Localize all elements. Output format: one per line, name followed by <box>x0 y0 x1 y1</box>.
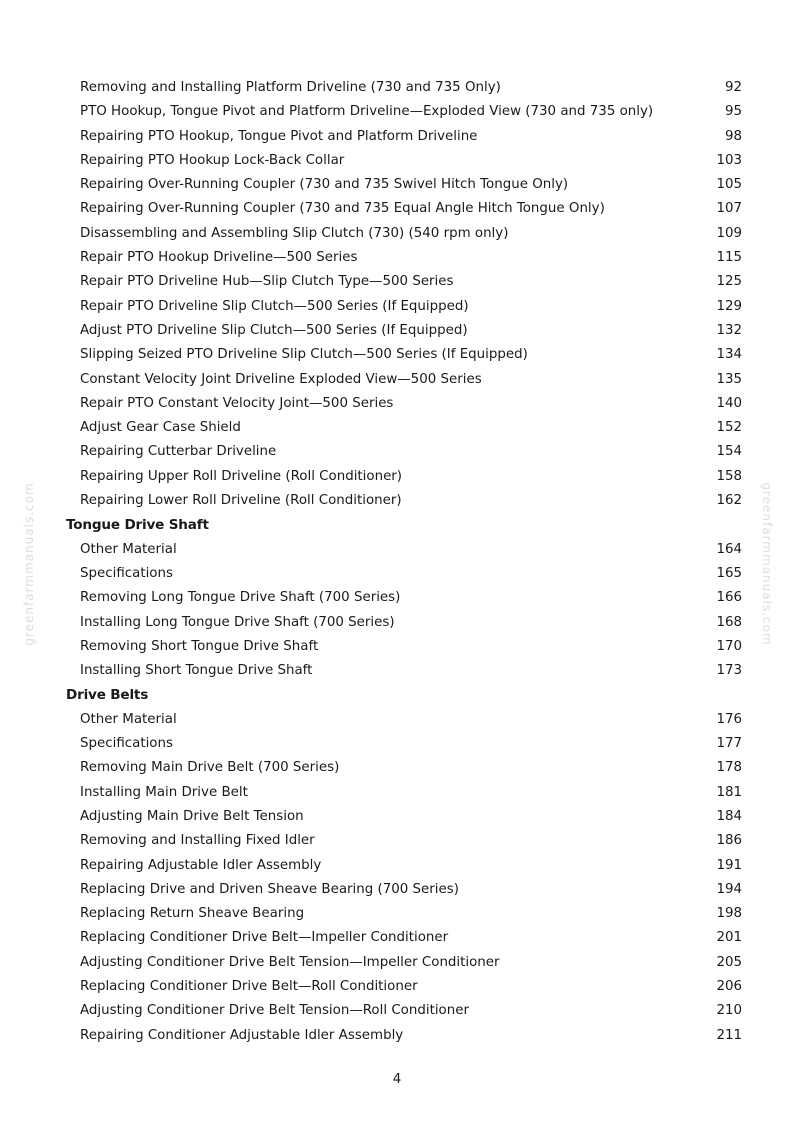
toc-entry[interactable] <box>0 416 794 440</box>
toc-entry-title[interactable]: Removing and Installing Platform Driveline (730 and 735 Only) <box>80 80 501 95</box>
toc-entry[interactable] <box>0 659 794 683</box>
toc-section-heading <box>0 683 794 707</box>
toc-entry-title[interactable]: Removing and Installing Fixed Idler <box>80 833 315 849</box>
toc-entry-page-number[interactable]: 103 <box>716 152 742 168</box>
toc-entry-page-number[interactable]: 178 <box>716 760 742 776</box>
toc-entry[interactable] <box>0 222 794 246</box>
toc-entry-title[interactable]: Repairing Lower Roll Driveline (Roll Conditioner) <box>80 493 402 509</box>
toc-entry-title[interactable]: Specifications <box>80 565 173 581</box>
toc-entry-title[interactable]: Installing Main Drive Belt <box>80 784 248 800</box>
toc-entry-page-number[interactable]: 109 <box>716 225 742 241</box>
toc-entry[interactable] <box>0 392 794 416</box>
toc-entry[interactable] <box>0 149 794 173</box>
toc-entry-title[interactable]: Removing Short Tongue Drive Shaft <box>80 638 319 654</box>
toc-entry-title[interactable]: Replacing Drive and Driven Sheave Bearing (700 Series) <box>80 881 459 897</box>
toc-entry[interactable] <box>0 295 794 319</box>
toc-entry-page-number[interactable]: 177 <box>716 736 742 752</box>
toc-entry[interactable] <box>0 440 794 464</box>
toc-entry[interactable] <box>0 197 794 221</box>
toc-entry-page-number[interactable]: 205 <box>716 954 742 970</box>
toc-entry-title[interactable]: Repair PTO Driveline Slip Clutch—500 Series (If Equipped) <box>80 298 469 314</box>
toc-entry[interactable] <box>0 562 794 586</box>
toc-entry[interactable] <box>0 173 794 197</box>
table-of-contents <box>0 76 794 1048</box>
toc-entry-page-number[interactable]: 168 <box>716 614 742 630</box>
toc-entry-title[interactable]: Slipping Seized PTO Driveline Slip Clutch—500 Series (If Equipped) <box>80 347 528 363</box>
toc-entry-title[interactable]: Repairing PTO Hookup Lock-Back Collar <box>80 152 345 168</box>
toc-entry[interactable] <box>0 76 794 100</box>
toc-entry-title[interactable]: Other Material <box>80 541 177 557</box>
toc-entry-title[interactable]: Disassembling and Assembling Slip Clutch (730) (540 rpm only) <box>80 225 509 241</box>
toc-entry-title[interactable]: Removing Main Drive Belt (700 Series) <box>80 760 340 776</box>
toc-entry-page-number[interactable]: 201 <box>716 930 742 946</box>
section-title: Tongue Drive Shaft <box>66 517 209 534</box>
toc-entry[interactable] <box>0 1024 794 1048</box>
toc-entry[interactable] <box>0 635 794 659</box>
toc-entry-title[interactable]: Repair PTO Driveline Hub—Slip Clutch Type—500 Series <box>80 274 454 290</box>
toc-entry[interactable] <box>0 319 794 343</box>
toc-entry-title[interactable]: Repairing Over-Running Coupler (730 and 735 Swivel Hitch Tongue Only) <box>80 177 569 193</box>
toc-entry-page-number[interactable]: 170 <box>716 638 742 654</box>
toc-entry-page-number[interactable]: 95 <box>724 104 742 120</box>
toc-entry-page-number[interactable]: 210 <box>716 1003 742 1019</box>
toc-entry[interactable] <box>0 611 794 635</box>
toc-entry-page-number[interactable]: 173 <box>716 663 742 679</box>
toc-entry[interactable] <box>0 538 794 562</box>
toc-entry[interactable] <box>0 732 794 756</box>
toc-entry-title[interactable]: Repairing PTO Hookup, Tongue Pivot and Platform Driveline <box>80 128 478 144</box>
toc-entry-page-number[interactable]: 191 <box>716 857 742 873</box>
toc-entry-page-number[interactable]: 135 <box>716 371 742 387</box>
toc-entry-title[interactable]: Specifications <box>80 736 173 752</box>
toc-entry-title[interactable]: Installing Long Tongue Drive Shaft (700 Series) <box>80 614 395 630</box>
toc-entry[interactable] <box>0 756 794 780</box>
toc-entry-page-number[interactable]: 211 <box>716 1027 742 1043</box>
toc-entry-page-number[interactable]: 132 <box>716 322 742 338</box>
toc-entry[interactable] <box>0 708 794 732</box>
toc-entry-title[interactable]: Adjust PTO Driveline Slip Clutch—500 Series (If Equipped) <box>80 322 468 338</box>
toc-entry-title[interactable]: Constant Velocity Joint Driveline Exploded View—500 Series <box>80 371 482 387</box>
toc-entry-title[interactable]: PTO Hookup, Tongue Pivot and Platform Driveline—Exploded View (730 and 735 only) <box>80 104 654 120</box>
toc-entry-title[interactable]: Repairing Adjustable Idler Assembly <box>80 857 322 873</box>
toc-section-heading <box>0 513 794 537</box>
toc-entry-page-number[interactable]: 129 <box>716 298 742 314</box>
toc-entry-page-number[interactable]: 115 <box>716 250 742 266</box>
toc-entry-page-number[interactable]: 154 <box>716 444 742 460</box>
toc-entry-page-number[interactable]: 198 <box>716 906 742 922</box>
toc-entry-title[interactable]: Repair PTO Constant Velocity Joint—500 Series <box>80 395 394 411</box>
toc-entry-page-number[interactable]: 186 <box>716 833 742 849</box>
toc-entry-page-number[interactable]: 98 <box>724 128 742 144</box>
toc-entry[interactable] <box>0 902 794 926</box>
toc-entry[interactable] <box>0 586 794 610</box>
toc-entry[interactable] <box>0 878 794 902</box>
toc-entry[interactable] <box>0 975 794 999</box>
toc-entry-title[interactable]: Replacing Conditioner Drive Belt—Roll Conditioner <box>80 978 418 994</box>
toc-entry-title[interactable]: Replacing Conditioner Drive Belt—Impeller Conditioner <box>80 930 449 946</box>
toc-entry[interactable] <box>0 368 794 392</box>
toc-entry[interactable] <box>0 926 794 950</box>
toc-entry-page-number[interactable]: 152 <box>716 420 742 436</box>
toc-entry[interactable] <box>0 246 794 270</box>
toc-entry[interactable] <box>0 999 794 1023</box>
watermark-right: greenfarmmanuals.com <box>760 482 774 646</box>
toc-entry-page-number[interactable]: 181 <box>716 784 742 800</box>
toc-entry[interactable] <box>0 125 794 149</box>
toc-entry[interactable] <box>0 100 794 124</box>
page-number: 4 <box>392 1072 402 1087</box>
toc-entry-title[interactable]: Repairing Over-Running Coupler (730 and 735 Equal Angle Hitch Tongue Only) <box>80 201 605 217</box>
toc-entry[interactable] <box>0 951 794 975</box>
toc-entry[interactable] <box>0 343 794 367</box>
toc-entry[interactable] <box>0 829 794 853</box>
toc-entry-title[interactable]: Replacing Return Sheave Bearing <box>80 906 305 922</box>
toc-entry-title[interactable]: Repairing Cutterbar Driveline <box>80 444 277 460</box>
toc-entry-page-number[interactable]: 125 <box>716 274 742 290</box>
toc-entry-page-number[interactable]: 166 <box>716 590 742 606</box>
toc-entry-page-number[interactable]: 92 <box>724 80 742 95</box>
section-title: Drive Belts <box>66 687 149 704</box>
toc-entry-title[interactable]: Adjust Gear Case Shield <box>80 420 241 436</box>
toc-entry[interactable] <box>0 489 794 513</box>
toc-entry[interactable] <box>0 270 794 294</box>
toc-entry-title[interactable]: Other Material <box>80 711 177 727</box>
toc-entry-title[interactable]: Repairing Conditioner Adjustable Idler Assembly <box>80 1027 404 1043</box>
toc-entry-page-number[interactable]: 184 <box>716 808 742 824</box>
toc-entry-title[interactable]: Adjusting Conditioner Drive Belt Tension—Roll Conditioner <box>80 1003 469 1019</box>
toc-entry[interactable] <box>0 781 794 805</box>
toc-entry-title[interactable]: Installing Short Tongue Drive Shaft <box>80 663 313 679</box>
toc-entry-page-number[interactable]: 158 <box>716 468 742 484</box>
toc-entry-page-number[interactable]: 194 <box>716 881 742 897</box>
toc-entry-page-number[interactable]: 164 <box>716 541 742 557</box>
toc-entry[interactable] <box>0 854 794 878</box>
toc-entry-page-number[interactable]: 140 <box>716 395 742 411</box>
toc-entry-page-number[interactable]: 134 <box>716 347 742 363</box>
toc-entry-title[interactable]: Adjusting Conditioner Drive Belt Tension—Impeller Conditioner <box>80 954 500 970</box>
toc-entry-title[interactable]: Repairing Upper Roll Driveline (Roll Conditioner) <box>80 468 403 484</box>
toc-entry-page-number[interactable]: 176 <box>716 711 742 727</box>
toc-entry-title[interactable]: Repair PTO Hookup Driveline—500 Series <box>80 250 358 266</box>
toc-entry-page-number[interactable]: 165 <box>716 565 742 581</box>
toc-entry[interactable] <box>0 465 794 489</box>
toc-entry[interactable] <box>0 805 794 829</box>
toc-entry-page-number[interactable]: 206 <box>716 978 742 994</box>
watermark-left: greenfarmmanuals.com <box>22 482 36 646</box>
toc-entry-title[interactable]: Adjusting Main Drive Belt Tension <box>80 808 304 824</box>
toc-entry-title[interactable]: Removing Long Tongue Drive Shaft (700 Series) <box>80 590 401 606</box>
toc-entry-page-number[interactable]: 107 <box>716 201 742 217</box>
toc-entry-page-number[interactable]: 105 <box>716 177 742 193</box>
toc-entry-page-number[interactable]: 162 <box>716 493 742 509</box>
